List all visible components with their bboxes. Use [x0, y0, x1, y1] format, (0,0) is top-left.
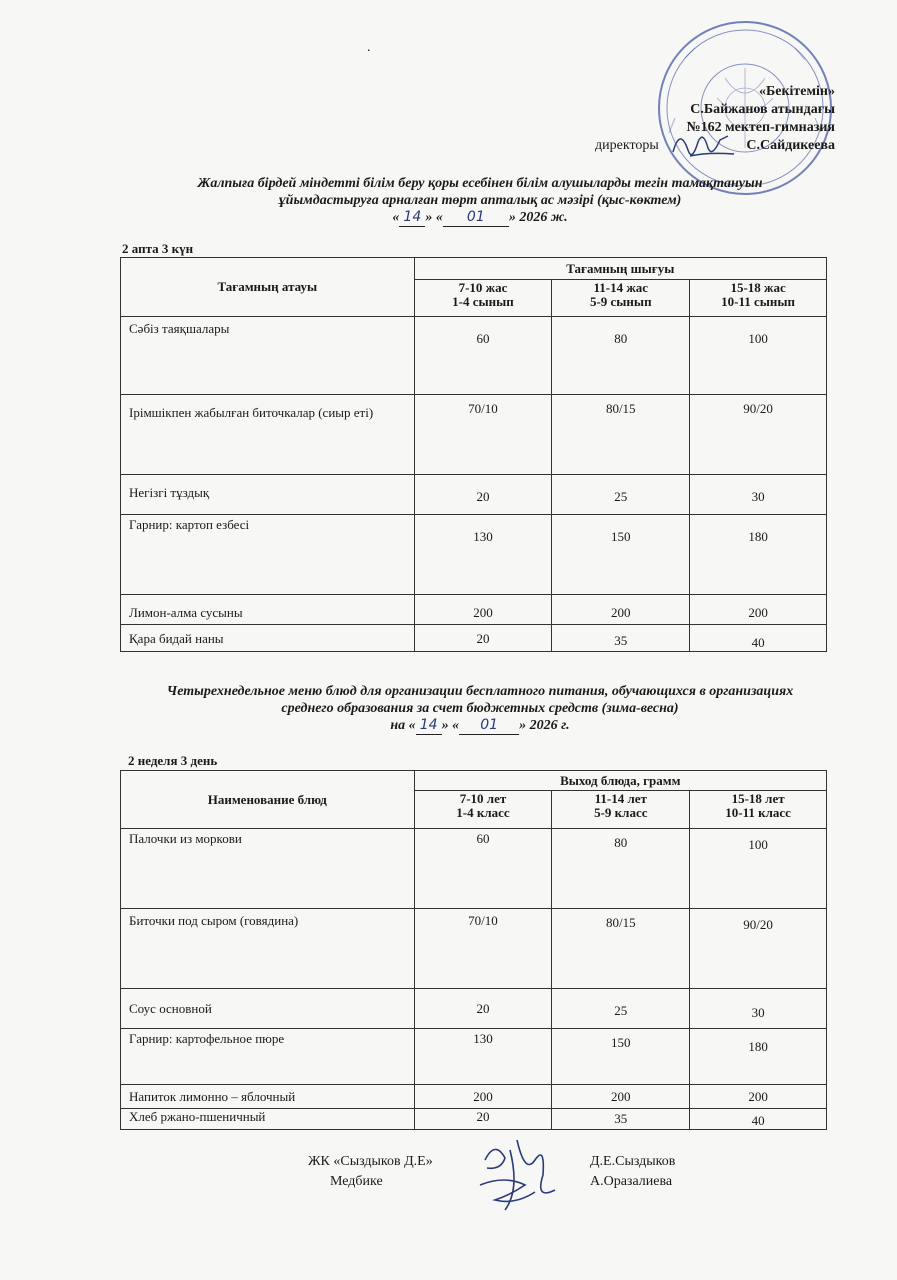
kz-dish-name: Сәбіз таяқшалары: [121, 317, 415, 395]
table-row: [121, 909, 827, 989]
table-row: [121, 595, 827, 625]
kz-value-1: 20: [414, 625, 552, 652]
footer-right: [590, 1152, 675, 1192]
table-row: [121, 475, 827, 515]
table-row: [121, 1029, 827, 1085]
kz-value-3: 90/20: [690, 395, 827, 475]
kz-col3-header: [690, 280, 827, 317]
ru-value-3: 40: [690, 1109, 827, 1130]
ru-date-prefix: на «: [390, 718, 416, 733]
kz-section-label: 2 апта 3 күн: [122, 241, 194, 256]
ru-date-mid: » «: [441, 718, 460, 733]
ru-header-name: Наименование блюд: [121, 771, 415, 829]
kz-dish-name: Қара бидай наны: [121, 625, 415, 652]
kz-dish-name: Гарнир: картоп езбесі: [121, 515, 415, 595]
ru-col1-age: 7-10 лет: [459, 791, 507, 806]
director-signature: [668, 122, 738, 167]
ru-dish-name: Биточки под сыром (говядина): [121, 909, 415, 989]
kz-date-day: 14: [399, 209, 425, 227]
table-row: [121, 1085, 827, 1109]
footer-left: [308, 1152, 433, 1192]
footer-role: Медбике: [330, 1174, 383, 1189]
table-row: [121, 395, 827, 475]
ru-value-2: 150: [552, 1029, 690, 1085]
ru-value-3: 30: [690, 989, 827, 1029]
kz-date: [100, 209, 860, 227]
kz-col1-grade: 1-4 сынып: [452, 294, 514, 309]
kz-col3-grade: 10-11 сынып: [721, 294, 796, 309]
footer-name2: А.Оразалиева: [590, 1174, 673, 1189]
kz-value-1: 200: [414, 595, 552, 625]
kz-value-3: 100: [690, 317, 827, 395]
table-row: [121, 989, 827, 1029]
kz-dish-name: Ірімшікпен жабылған биточкалар (сиыр еті): [121, 395, 415, 475]
director-name: С.Сайдикеева: [746, 138, 835, 153]
medic-signature: [465, 1130, 575, 1220]
ru-col2-age: 11-14 лет: [594, 791, 647, 806]
kz-col1-age: 7-10 жас: [458, 280, 508, 295]
ru-value-1: 60: [414, 829, 552, 909]
ru-value-2: 200: [552, 1085, 690, 1109]
kz-value-1: 130: [414, 515, 552, 595]
kz-value-2: 80: [552, 317, 690, 395]
ru-dish-name: Палочки из моркови: [121, 829, 415, 909]
ru-value-1: 20: [414, 1109, 552, 1130]
ru-title-line1: Четырехнедельное меню блюд для организации бесплатного питания, обучающихся в организациях: [166, 684, 794, 699]
kz-date-month: 01: [443, 209, 509, 227]
kz-col2-age: 11-14 жас: [593, 280, 649, 295]
kz-header-name: Тағамның атауы: [121, 258, 415, 317]
ru-menu-table: [120, 770, 827, 1130]
approval-school-number: №162 мектеп-гимназия: [686, 120, 835, 135]
kz-col2-grade: 5-9 сынып: [589, 294, 652, 309]
ru-value-3: 180: [690, 1029, 827, 1085]
footer-org: ЖК «Сыздыков Д.Е»: [308, 1154, 433, 1169]
kz-value-1: 60: [414, 317, 552, 395]
ru-col1-grade: 1-4 класс: [456, 805, 510, 820]
table-row: [121, 1109, 827, 1130]
ru-col3-age: 15-18 лет: [731, 791, 785, 806]
ink-dot: .: [367, 40, 371, 55]
table-row: [121, 829, 827, 909]
ru-value-3: 90/20: [690, 909, 827, 989]
kz-dish-name: Негізгі тұздық: [121, 475, 415, 515]
kz-value-1: 70/10: [414, 395, 552, 475]
director-label: директоры: [595, 138, 659, 153]
kz-value-2: 80/15: [552, 395, 690, 475]
ru-value-1: 20: [414, 989, 552, 1029]
kz-value-2: 200: [552, 595, 690, 625]
approval-title: «Бекітемін»: [758, 84, 835, 99]
kz-value-2: 35: [552, 625, 690, 652]
ru-value-1: 130: [414, 1029, 552, 1085]
kz-value-3: 40: [690, 625, 827, 652]
kz-title-line1: Жалпыға бірдей міндетті білім беру қоры есебінен білім алушыларды тегін тамақтануын: [197, 176, 763, 191]
ru-header-output: Выход блюда, грамм: [414, 771, 826, 791]
ru-col3-grade: 10-11 класс: [725, 805, 791, 820]
ru-dish-name: Хлеб ржано-пшеничный: [121, 1109, 415, 1130]
ru-value-2: 35: [552, 1109, 690, 1130]
ru-title: [70, 683, 890, 735]
kz-value-1: 20: [414, 475, 552, 515]
table-row: [121, 515, 827, 595]
kz-value-3: 180: [690, 515, 827, 595]
table-row: [121, 625, 827, 652]
ru-value-2: 25: [552, 989, 690, 1029]
ru-date: [70, 717, 890, 735]
ru-value-1: 200: [414, 1085, 552, 1109]
kz-date-close: » 2026 ж.: [508, 210, 568, 225]
ru-value-2: 80/15: [552, 909, 690, 989]
footer-name1: Д.Е.Сыздыков: [590, 1154, 676, 1169]
kz-value-2: 150: [552, 515, 690, 595]
kz-title-line2: ұйымдастыруға арналған төрт апталық ас мәзірі (қыс-көктем): [278, 193, 682, 208]
kz-title: [100, 175, 860, 227]
kz-dish-name: Лимон-алма сусыны: [121, 595, 415, 625]
kz-col2-header: [552, 280, 690, 317]
ru-dish-name: Соус основной: [121, 989, 415, 1029]
ru-date-close: » 2026 г.: [519, 718, 570, 733]
ru-date-month: 01: [459, 717, 519, 735]
kz-col3-age: 15-18 жас: [730, 280, 786, 295]
ru-value-3: 200: [690, 1085, 827, 1109]
table-row: [121, 317, 827, 395]
kz-col1-header: [414, 280, 552, 317]
ru-col1-header: [414, 791, 552, 829]
ru-title-line2: среднего образования за счет бюджетных средств (зима-весна): [281, 701, 679, 716]
ru-value-3: 100: [690, 829, 827, 909]
kz-value-2: 25: [552, 475, 690, 515]
approval-school-name: С.Байжанов атындағы: [690, 102, 835, 117]
ru-col2-header: [552, 791, 690, 829]
ru-dish-name: Напиток лимонно – яблочный: [121, 1085, 415, 1109]
ru-section-label: 2 неделя 3 день: [128, 753, 218, 768]
kz-date-mid: » «: [425, 210, 443, 225]
kz-date-open: «: [392, 210, 400, 225]
kz-header-output: Тағамның шығуы: [414, 258, 826, 280]
ru-col2-grade: 5-9 класс: [594, 805, 648, 820]
ru-date-day: 14: [416, 717, 442, 735]
kz-menu-table: [120, 257, 827, 652]
kz-value-3: 30: [690, 475, 827, 515]
kz-value-3: 200: [690, 595, 827, 625]
ru-value-1: 70/10: [414, 909, 552, 989]
ru-col3-header: [690, 791, 827, 829]
ru-value-2: 80: [552, 829, 690, 909]
ru-dish-name: Гарнир: картофельное пюре: [121, 1029, 415, 1085]
